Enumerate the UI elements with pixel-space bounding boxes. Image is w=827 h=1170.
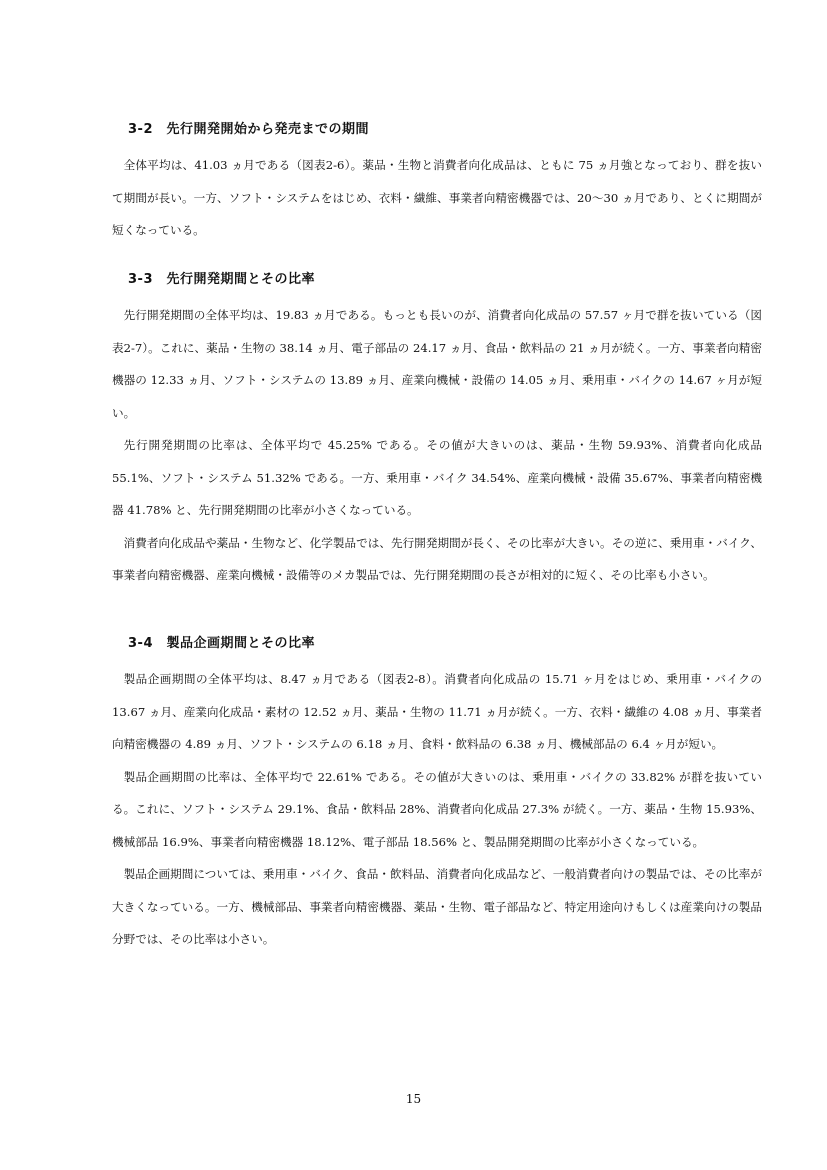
section-heading: 3-4 製品企画期間とその比率: [128, 636, 315, 651]
section-3-4: [112, 632, 762, 956]
section-heading: 3-2 先行開発開始から発売までの期間: [128, 122, 369, 137]
paragraph: 製品企画期間の全体平均は、8.47 ヵ月である（図表2-8）。消費者向化成品の 15.71 ヶ月をはじめ、乗用車・バイクの 13.67 ヵ月、産業向化成品・素材の 12.52 ヵ月、薬品・生物の 11.71 ヵ月が続く。一方、衣料・繊維の 4.08 ヵ月、事業者向精密機器の 4.89 ヵ月、ソフト・システムの 6.18 ヵ月、食料・飲料品の 6.38 ヵ月、機械部品の 6.4 ヶ月が短い。: [112, 672, 762, 751]
paragraph: 製品企画期間の比率は、全体平均で 22.61% である。その値が大きいのは、乗用車・バイクの 33.82% が群を抜いている。これに、ソフト・システム 29.1%、食品・飲料品 28%、消費者向化成品 27.3% が続く。一方、薬品・生物 15.93%、機械部品 16.9%、事業者向精密機器 18.12%、電子部品 18.56% と、製品開発期間の比率が小さくなっている。: [112, 769, 762, 849]
section-3-3: [112, 268, 762, 592]
paragraph: 先行開発期間の全体平均は、19.83 ヵ月である。もっとも長いのが、消費者向化成品の 57.57 ヶ月で群を抜いている（図表2-7）。これに、薬品・生物の 38.14 ヵ月、電子部品の 24.17 ヵ月、食品・飲料品の 21 ヵ月が続く。一方、事業者向精密機器の 12.33 ヵ月、ソフト・システムの 13.89 ヵ月、産業向機械・設備の 14.05 ヵ月、乗用車・バイクの 14.67 ヶ月が短い。: [112, 308, 762, 420]
section-heading: 3-3 先行開発期間とその比率: [128, 272, 315, 287]
paragraph: 先行開発期間の比率は、全体平均で 45.25% である。その値が大きいのは、薬品・生物 59.93%、消費者向化成品 55.1%、ソフト・システム 51.32% である。一方、乗用車・バイク 34.54%、産業向機械・設備 35.67%、事業者向精密機器 41.78% と、先行開発期間の比率が小さくなっている。: [112, 438, 762, 517]
page-number: 15: [405, 1092, 422, 1106]
paragraph: 消費者向化成品や薬品・生物など、化学製品では、先行開発期間が長く、その比率が大きい。その逆に、乗用車・バイク、事業者向精密機器、産業向機械・設備等のメカ製品では、先行開発期間の長さが相対的に短く、その比率も小さい。: [112, 535, 762, 582]
paragraph: 全体平均は、41.03 ヵ月である（図表2-6）。薬品・生物と消費者向化成品は、ともに 75 ヵ月強となっており、群を抜いて期間が長い。一方、ソフト・システムをはじめ、衣料・繊維、事業者向精密機器では、20～30 ヵ月であり、とくに期間が短くなっている。: [112, 158, 762, 237]
section-3-2: [112, 118, 762, 247]
paragraph: 製品企画期間については、乗用車・バイク、食品・飲料品、消費者向化成品など、一般消費者向けの製品では、その比率が大きくなっている。一方、機械部品、事業者向精密機器、薬品・生物、電子部品など、特定用途向けもしくは産業向けの製品分野では、その比率は小さい。: [112, 867, 762, 946]
